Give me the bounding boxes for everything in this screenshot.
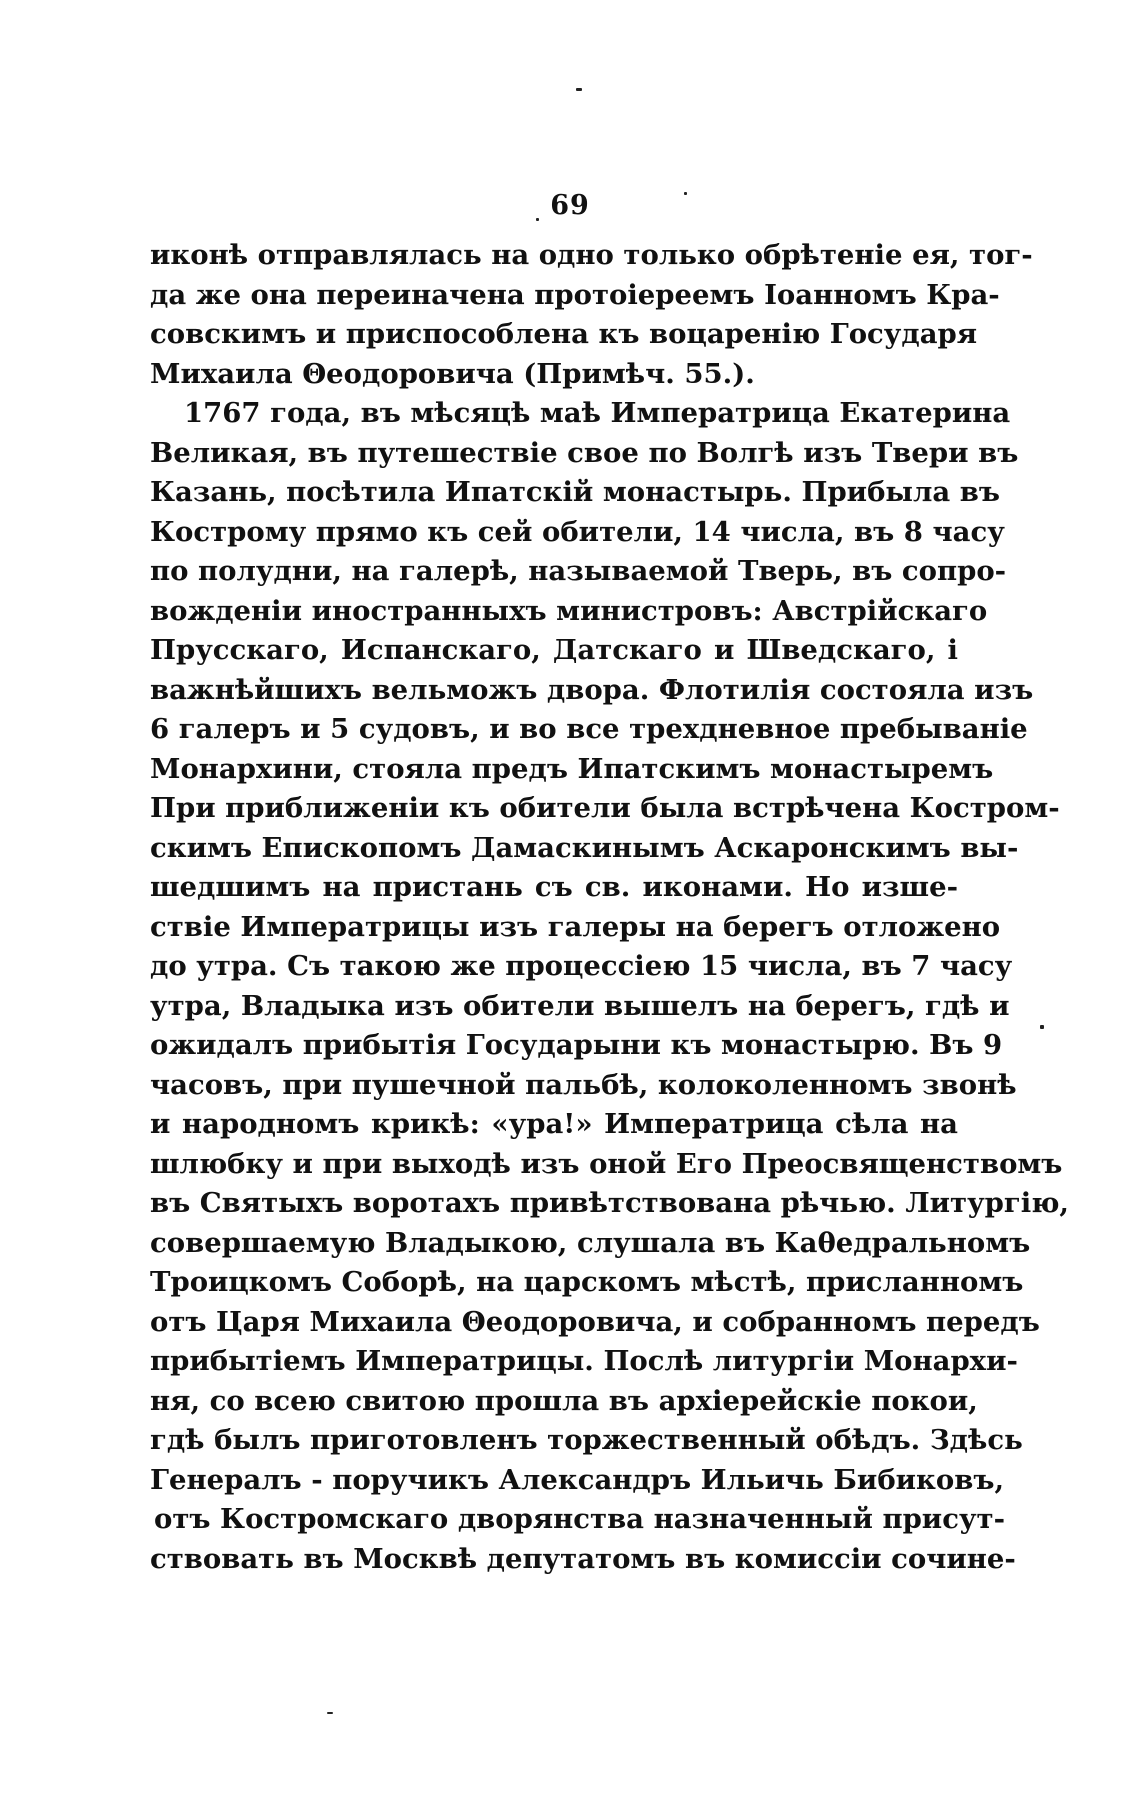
text-line: прибытіемъ Императрицы. Послѣ литургіи Монархи-	[150, 1345, 1018, 1377]
text-line: иконѣ отправлялась на одно только обрѣтеніе ея, тог-	[150, 239, 1033, 271]
text-line: Генералъ - поручикъ Александръ Ильичь Бибиковъ,	[150, 1463, 1005, 1496]
text-line: въ Святыхъ воротахъ привѣтствована рѣчью. Литургію,	[150, 1187, 1069, 1219]
text-line: Кострому прямо къ сей обители, 14 числа, въ 8 часу	[150, 515, 1005, 548]
body-text	[150, 236, 1069, 1579]
text-line: Казань, посѣтила Ипатскій монастырь. Прибыла въ	[150, 476, 1000, 508]
text-line: отъ Костромскаго дворянства назначенный присут-	[154, 1503, 1005, 1535]
text-line: ожидалъ прибытія Государыни къ монастырю. Въ 9	[150, 1029, 1003, 1061]
ink-speck	[327, 1712, 333, 1714]
text-line: отъ Царя Михаила Θеодоровича, и собранномъ передъ	[150, 1305, 1040, 1338]
page-number: 69	[550, 190, 590, 221]
text-line: до утра. Съ такою же процессіею 15 числа, въ 7 часу	[150, 950, 1013, 982]
text-line: ствіе Императрицы изъ галеры на берегъ отложено	[150, 910, 1001, 943]
ink-speck	[576, 88, 582, 91]
text-line: шедшимъ на пристань съ св. иконами. Но изше-	[150, 871, 958, 903]
paragraph-first-line: 1767 года, въ мѣсяцѣ маѣ Императрица Екатерина	[184, 397, 1011, 429]
text-line: шлюбку и при выходѣ изъ оной Его Преосвященствомъ	[150, 1147, 1063, 1180]
ink-speck	[1040, 1025, 1044, 1029]
text-line: гдѣ былъ приготовленъ торжественный обѣдъ. Здѣсь	[150, 1424, 1023, 1456]
text-line: по полудни, на галерѣ, называемой Тверь, въ сопро-	[150, 555, 1007, 587]
text-line: Монархини, стояла предъ Ипатскимъ монастыремъ	[150, 752, 994, 785]
text-line: Михаила Θеодоровича (Примѣч. 55.).	[150, 357, 755, 390]
text-line: совершаемую Владыкою, слушала въ Каθедральномъ	[150, 1226, 1031, 1259]
text-line: да же она переиначена протоіереемъ Іоанномъ Кра-	[150, 278, 1000, 311]
text-line: утра, Владыка изъ обители вышелъ на берегъ, гдѣ и	[150, 989, 1010, 1022]
text-line: важнѣйшихъ вельможъ двора. Флотилія состояла изъ	[150, 673, 1034, 706]
text-line: Великая, въ путешествіе свое по Волгѣ изъ Твери въ	[150, 436, 1019, 469]
text-line: Прусскаго, Испанскаго, Датскаго и Шведскаго, і	[150, 634, 958, 666]
text-line: ствовать въ Москвѣ депутатомъ въ комиссіи сочине-	[150, 1542, 1016, 1575]
text-line: Троицкомъ Соборѣ, на царскомъ мѣстѣ, присланномъ	[150, 1266, 1024, 1298]
text-line: скимъ Епископомъ Дамаскинымъ Аскаронскимъ вы-	[150, 831, 1019, 864]
text-line: совскимъ и приспособлена къ воцаренію Государя	[150, 318, 978, 350]
text-line: 6 галеръ и 5 судовъ, и во все трехдневное пребываніе	[150, 713, 1028, 745]
text-line: При приближеніи къ обители была встрѣчена Костром-	[150, 792, 1060, 824]
text-line: вожденіи иностранныхъ министровъ: Австрійскаго	[150, 594, 988, 627]
text-line: и народномъ крикѣ: «ура!» Императрица сѣла на	[150, 1108, 958, 1140]
text-line: часовъ, при пушечной пальбѣ, колоколенномъ звонѣ	[150, 1068, 1017, 1101]
text-line: ня, со всею свитою прошла въ архіерейскіе покои,	[150, 1384, 978, 1417]
